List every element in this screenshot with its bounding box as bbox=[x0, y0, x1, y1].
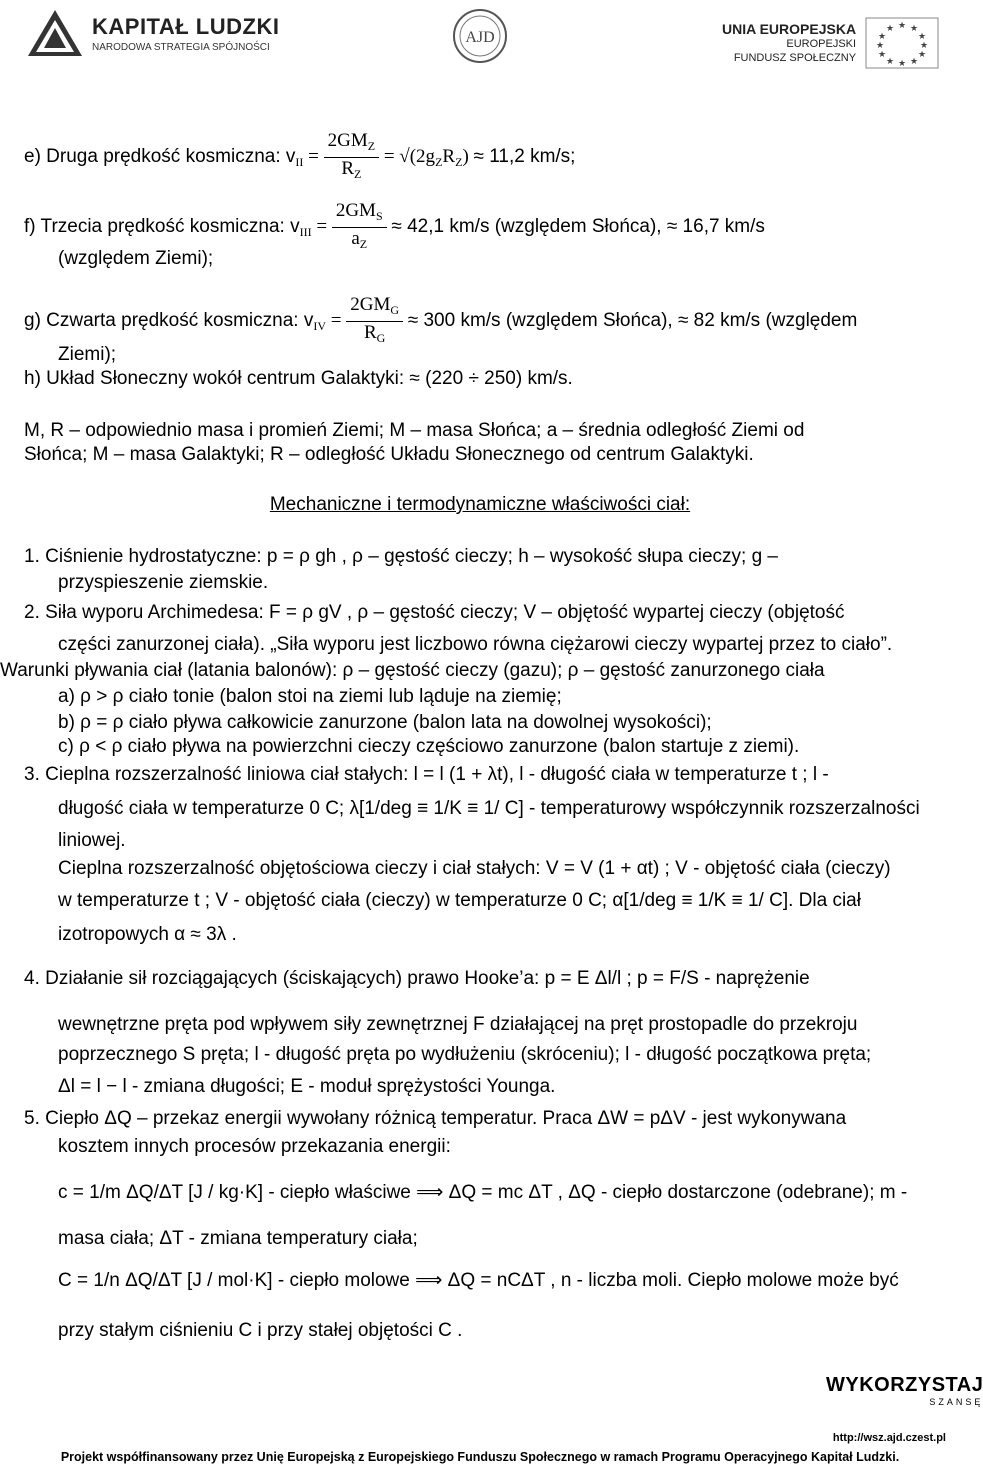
footer-text: Projekt współfinansowany przez Unię Europejską z Europejskiego Funduszu Społecznego w ramach Programu Operacyjnego Kapitał Ludzki. bbox=[60, 1450, 900, 1464]
kapital-ludzki-icon bbox=[26, 8, 84, 58]
line-g2: Ziemi); bbox=[58, 344, 117, 365]
ajd-logo-text: AJD bbox=[465, 29, 495, 46]
svg-text:★: ★ bbox=[886, 24, 895, 34]
p3-line-5: w temperaturze t ; V - objętość ciała (cieczy) w temperaturze 0 C; α[1/deg ≡ 1/K ≡ 1/ C]. Dla ciał bbox=[58, 890, 861, 911]
svg-text:★: ★ bbox=[920, 41, 929, 51]
ue-logo bbox=[722, 18, 938, 68]
svg-text:★: ★ bbox=[910, 57, 919, 67]
svg-text:★: ★ bbox=[898, 21, 907, 31]
p5-line-2: kosztem innych procesów przekazania energii: bbox=[58, 1136, 451, 1157]
svg-text:★: ★ bbox=[876, 41, 885, 51]
ajd-logo bbox=[420, 8, 540, 69]
p3-line-3: liniowej. bbox=[58, 830, 126, 851]
wyk-sub: SZANSĘ bbox=[929, 1397, 983, 1407]
ue-line1: EUROPEJSKI bbox=[786, 38, 857, 50]
svg-text:★: ★ bbox=[878, 50, 887, 60]
p2-line-5: b) ρ = ρ ciało pływa całkowicie zanurzone (balon lata na dowolnej wysokości); bbox=[58, 712, 712, 733]
p4-line-4: Δl = l − l - zmiana długości; E - moduł sprężystości Younga. bbox=[58, 1076, 556, 1097]
line-h: h) Układ Słoneczny wokół centrum Galaktyki: ≈ (220 ÷ 250) km/s. bbox=[24, 368, 573, 389]
svg-text:★: ★ bbox=[910, 24, 919, 34]
legend-line-1: M, R – odpowiednio masa i promień Ziemi; M – masa Słońca; a – średnia odległość Ziemi od bbox=[24, 420, 805, 441]
p2-line-2: części zanurzonej ciała). „Siła wyporu jest liczbowo równa ciężarowi cieczy wypartej przez to ciało”. bbox=[58, 634, 893, 655]
wyk-title: WYKORZYSTAJ bbox=[826, 1374, 983, 1396]
line-f: f) Trzecia prędkość kosmiczna: $v_{III} = 2GM_S$ $a_Z \approx 42,1$ km/s (względem Słońca), ≈ 16,7 km/s bbox=[24, 200, 765, 251]
p3-line-1: 3. Cieplna rozszerzalność liniowa ciał stałych: l = l (1 + λt), l - długość ciała w temperaturze t ; l - bbox=[24, 764, 829, 785]
p5-line-4: masa ciała; ΔT - zmiana temperatury ciała; bbox=[58, 1228, 418, 1249]
footer-url[interactable]: http://wsz.ajd.czest.pl bbox=[832, 1432, 946, 1444]
svg-text:★: ★ bbox=[878, 32, 887, 42]
kapital-ludzki-logo bbox=[26, 8, 279, 58]
p1-line-2: przyspieszenie ziemskie. bbox=[58, 572, 269, 593]
ue-line2: FUNDUSZ SPOŁECZNY bbox=[733, 52, 857, 64]
p2-line-3: Warunki pływania ciał (latania balonów): ρ – gęstość cieczy (gazu); ρ – gęstość zanurzonego ciała bbox=[0, 660, 825, 681]
p5-line-5: C = 1/n ΔQ/ΔT [J / mol·K] - ciepło molowe ⟹ ΔQ = nCΔT , n - liczba moli. Ciepło molowe może być bbox=[58, 1270, 899, 1291]
ue-title: UNIA EUROPEJSKA bbox=[722, 21, 857, 37]
p5-line-1: 5. Ciepło ΔQ – przekaz energii wywołany różnicą temperatur. Praca ΔW = pΔV - jest wykonywana bbox=[24, 1108, 847, 1129]
p5-line-3: c = 1/m ΔQ/ΔT [J / kg·K] - ciepło właściwe ⟹ ΔQ = mc ΔT , ΔQ - ciepło dostarczone (odebrane); m - bbox=[58, 1182, 908, 1203]
ajd-emblem-icon bbox=[420, 8, 540, 64]
p4-line-1: 4. Działanie sił rozciągających (ściskających) prawo Hooke’a: p = E Δl/l ; p = F/S - naprężenie bbox=[24, 968, 810, 989]
wykorzystaj-logo bbox=[826, 1374, 983, 1407]
p5-line-6: przy stałym ciśnieniu C i przy stałej objętości C . bbox=[58, 1320, 463, 1341]
p2-line-1: 2. Siła wyporu Archimedesa: F = ρ gV , ρ – gęstość cieczy; V – objętość wypartej cieczy (objętość bbox=[24, 602, 845, 623]
line-e: e) Druga prędkość kosmiczna: $v_{II} = 2GM_Z$ $R_Z = √(2g_ZR_Z) \approx 11,2$ km/s; bbox=[24, 130, 576, 181]
p3-line-2: długość ciała w temperaturze 0 C; λ[1/deg ≡ 1/K ≡ 1/ C] - temperaturowy współczynnik rozszerzalności bbox=[58, 798, 920, 819]
p2-line-4: a) ρ > ρ ciało tonie (balon stoi na ziemi lub ląduje na ziemię; bbox=[58, 686, 562, 707]
line-f2: (względem Ziemi); bbox=[58, 248, 214, 269]
p2-line-6: c) ρ < ρ ciało pływa na powierzchni cieczy częściowo zanurzone (balon startuje z ziemi). bbox=[58, 736, 800, 757]
svg-text:★: ★ bbox=[918, 32, 927, 42]
eu-flag-icon bbox=[866, 18, 938, 68]
p3-line-6: izotropowych α ≈ 3λ . bbox=[58, 924, 237, 945]
svg-text:★: ★ bbox=[898, 59, 907, 69]
p1-line-1: 1. Ciśnienie hydrostatyczne: p = ρ gh , ρ – gęstość cieczy; h – wysokość słupa cieczy; g – bbox=[24, 546, 778, 567]
svg-text:★: ★ bbox=[918, 50, 927, 60]
kapital-ludzki-subtitle: NARODOWA STRATEGIA SPÓJNOŚCI bbox=[92, 41, 270, 53]
line-g: g) Czwarta prędkość kosmiczna: $v_{IV} = 2GM_G$ $R_G \approx 300$ km/s (względem Słońca), ≈ 82 km/s (względem bbox=[24, 294, 858, 345]
p3-line-4: Cieplna rozszerzalność objętościowa cieczy i ciał stałych: V = V (1 + αt) ; V - objętość ciała (cieczy) bbox=[58, 858, 891, 879]
p4-line-2: wewnętrzne pręta pod wpływem siły zewnętrznej F działającej na pręt prostopadle do przekroju bbox=[58, 1014, 858, 1035]
section-heading: Mechaniczne i termodynamiczne właściwości ciał: bbox=[269, 494, 691, 515]
legend-line-2: Słońca; M – masa Galaktyki; R – odległość Układu Słonecznego od centrum Galaktyki. bbox=[24, 444, 754, 465]
svg-text:★: ★ bbox=[886, 57, 895, 67]
kapital-ludzki-title: KAPITAŁ LUDZKI bbox=[92, 13, 280, 39]
p4-line-3: poprzecznego S pręta; l - długość pręta po wydłużeniu (skróceniu); l - długość początkowa pręta; bbox=[58, 1044, 872, 1065]
